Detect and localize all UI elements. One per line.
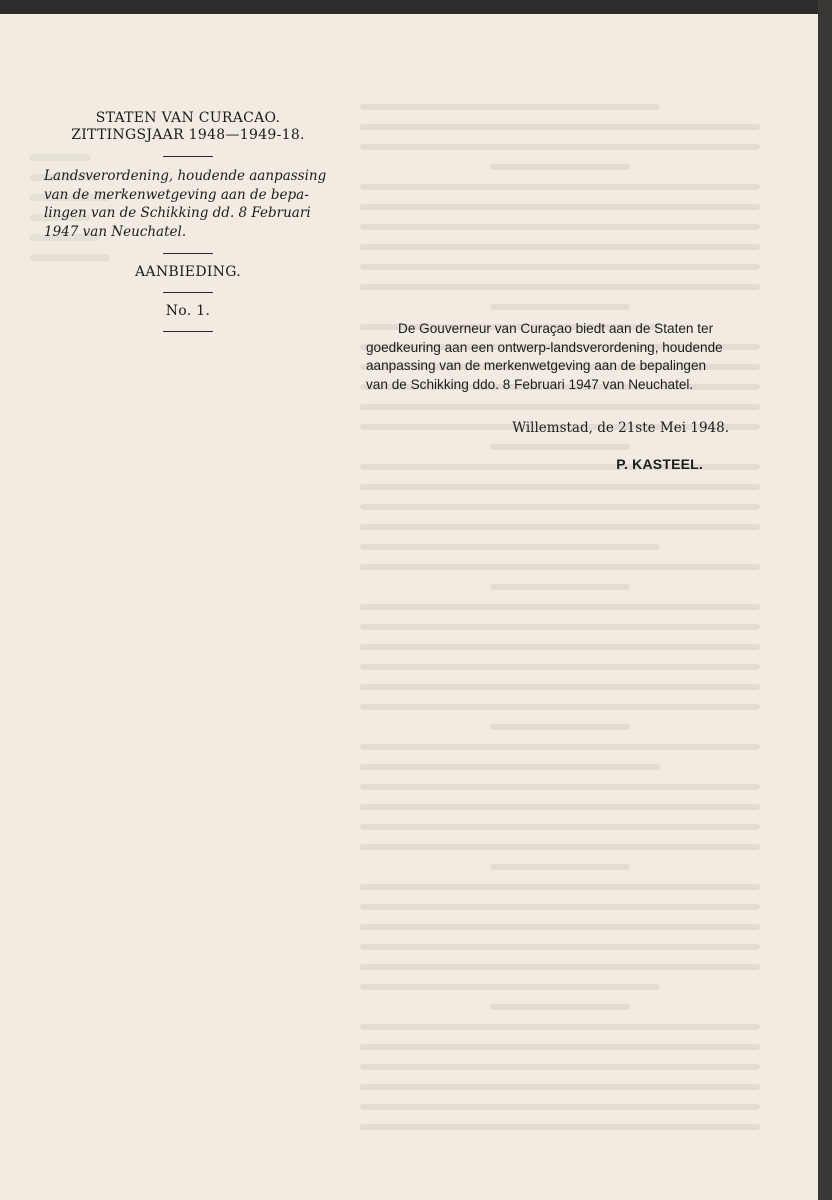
- scan-border-top: [0, 0, 832, 14]
- show-through-line: [360, 184, 760, 190]
- show-through-line: [360, 224, 760, 230]
- body-paragraph: [366, 320, 763, 394]
- show-through-line: [360, 804, 760, 810]
- show-through-line: [360, 1024, 760, 1030]
- show-through-line: [490, 1004, 630, 1010]
- divider: [163, 253, 213, 254]
- show-through-line: [360, 824, 760, 830]
- show-through-line: [360, 904, 760, 910]
- left-column: [40, 110, 336, 342]
- show-through-line: [360, 244, 760, 250]
- subject-line: Landsverordening, houdende aanpassing: [44, 168, 327, 184]
- subject-line: van de merkenwetgeving aan de bepa-: [44, 186, 309, 203]
- signature-name: P. KASTEEL.: [616, 456, 703, 472]
- show-through-line: [490, 724, 630, 730]
- document-type-label: AANBIEDING.: [135, 264, 241, 280]
- show-through-line: [360, 844, 760, 850]
- body-line: aanpassing van de merkenwetgeving aan de bepalingen: [366, 358, 707, 373]
- show-through-line: [490, 584, 630, 590]
- header-title: STATEN VAN CURACAO.: [95, 110, 281, 126]
- place-date: Willemstad, de 21ste Mei 1948.: [512, 420, 729, 436]
- show-through-line: [360, 104, 660, 110]
- divider: [163, 156, 213, 157]
- show-through-line: [360, 784, 760, 790]
- show-through-line: [360, 264, 760, 270]
- subject-line: 1947 van Neuchatel.: [44, 223, 187, 240]
- show-through-line: [490, 304, 630, 310]
- show-through-line: [360, 624, 760, 630]
- show-through-line: [360, 964, 760, 970]
- show-through-line: [360, 924, 760, 930]
- show-through-line: [490, 864, 630, 870]
- divider: [163, 292, 213, 293]
- right-column: [366, 320, 763, 472]
- document-page: [0, 14, 818, 1200]
- show-through-line: [360, 604, 760, 610]
- show-through-line: [360, 1044, 760, 1050]
- show-through-line: [360, 544, 660, 550]
- show-through-line: [360, 944, 760, 950]
- show-through-line: [360, 1124, 760, 1130]
- show-through-line: [360, 564, 760, 570]
- show-through-line: [360, 284, 760, 290]
- document-number: No. 1.: [165, 303, 211, 319]
- show-through-line: [360, 524, 760, 530]
- body-line: goedkeuring aan een ontwerp-landsverordening, houdende: [366, 339, 723, 355]
- show-through-line: [360, 764, 660, 770]
- show-through-line: [360, 744, 760, 750]
- show-through-line: [360, 884, 760, 890]
- show-through-line: [360, 664, 760, 670]
- body-line: De Gouverneur van Curaçao biedt aan de Staten ter: [398, 321, 714, 336]
- show-through-line: [490, 164, 630, 170]
- show-through-line: [360, 644, 760, 650]
- header-session-year: ZITTINGSJAAR 1948—1949-18.: [71, 127, 305, 143]
- show-through-line: [360, 1084, 760, 1090]
- show-through-line: [360, 204, 760, 210]
- show-through-line: [360, 1104, 760, 1110]
- show-through-text: [360, 104, 770, 1154]
- scan-border-right: [818, 0, 832, 1200]
- body-line: van de Schikking ddo. 8 Februari 1947 van Neuchatel.: [366, 376, 694, 392]
- show-through-line: [360, 144, 760, 150]
- show-through-line: [360, 504, 760, 510]
- subject-block: [40, 167, 336, 241]
- show-through-line: [360, 484, 760, 490]
- show-through-line: [360, 1064, 760, 1070]
- divider: [163, 331, 213, 332]
- show-through-line: [360, 984, 660, 990]
- subject-line: lingen van de Schikking dd. 8 Februari: [44, 205, 311, 221]
- show-through-line: [360, 124, 760, 130]
- show-through-line: [360, 704, 760, 710]
- show-through-line: [360, 684, 760, 690]
